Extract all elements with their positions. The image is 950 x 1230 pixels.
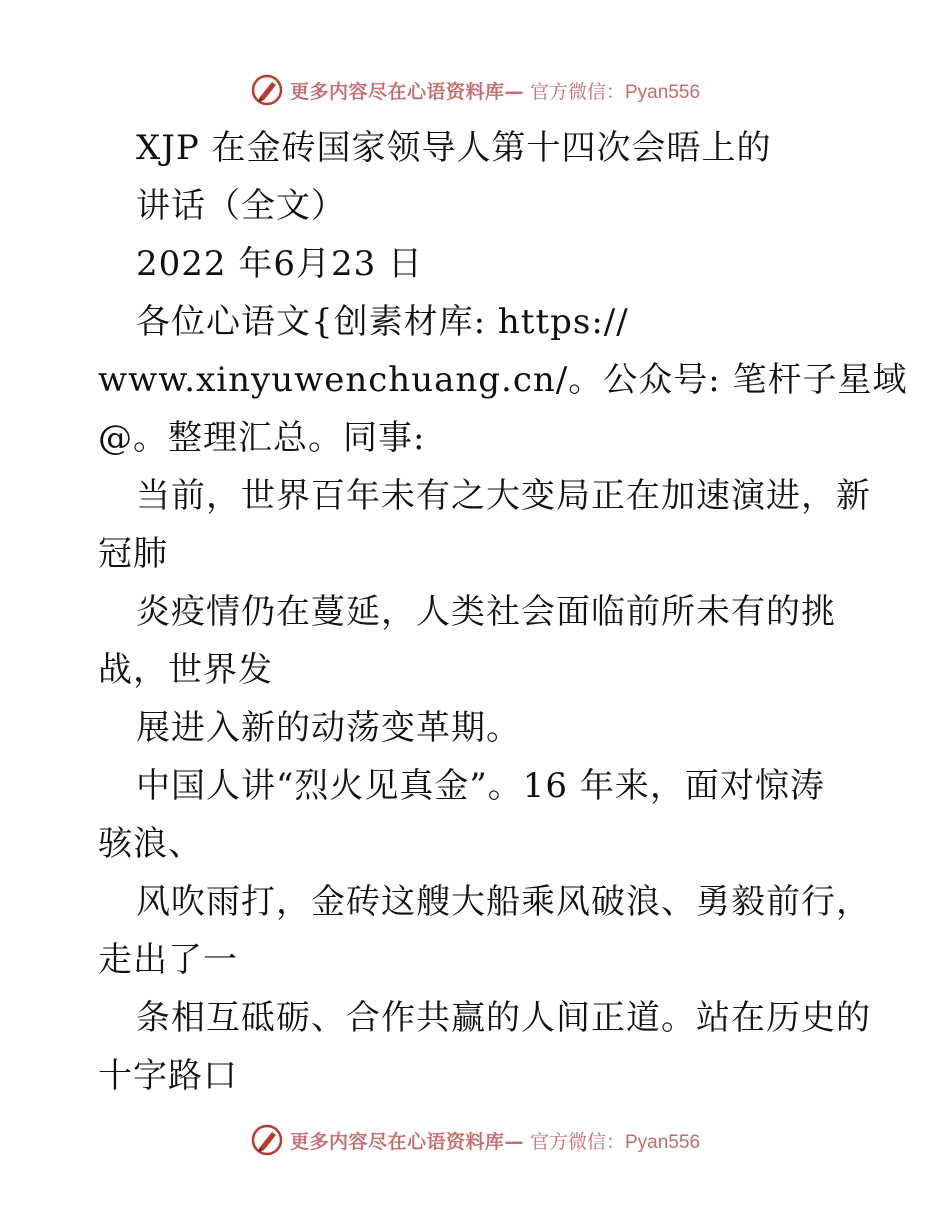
text-line: 各位心语文{创素材库: https:// (136, 302, 629, 342)
text-line: www.xinyuwenchuang.cn/。公众号: 笔杆子星域 (98, 360, 908, 400)
text-line: 战，世界发 (98, 650, 273, 690)
watermark-contact: 官方微信：Pyan556 (530, 81, 701, 103)
text-line: 骇浪、 (98, 824, 203, 864)
text-line: 讲话（全文） (136, 186, 346, 226)
text-line: 当前，世界百年未有之大变局正在加速演进，新 (136, 476, 871, 516)
text-line: 2022 年6月23 日 (136, 244, 424, 284)
text-line: 冠肺 (98, 534, 168, 574)
text-line: 走出了一 (98, 940, 238, 980)
text-line: 炎疫情仍在蔓延，人类社会面临前所未有的挑 (136, 592, 836, 632)
watermark-text: 更多内容尽在心语资料库— (289, 1130, 524, 1153)
text-line: 十字路口 (98, 1056, 238, 1096)
text-line: 中国人讲“烈火见真金”。16 年来，面对惊涛 (136, 766, 825, 806)
watermark-text: 更多内容尽在心语资料库— (289, 80, 524, 103)
text-line: @。整理汇总。同事: (98, 418, 426, 458)
text-line: 条相互砥砺、合作共赢的人间正道。站在历史的 (136, 998, 871, 1038)
text-line: 展进入新的动荡变革期。 (136, 708, 521, 748)
text-line: 风吹雨打，金砖这艘大船乘风破浪、勇毅前行， (136, 882, 871, 922)
text-line: XJP 在金砖国家领导人第十四次会晤上的 (136, 128, 772, 168)
watermark-contact: 官方微信：Pyan556 (530, 1131, 701, 1153)
pen-logo-icon (250, 1123, 284, 1157)
footer-watermark (0, 1120, 950, 1160)
